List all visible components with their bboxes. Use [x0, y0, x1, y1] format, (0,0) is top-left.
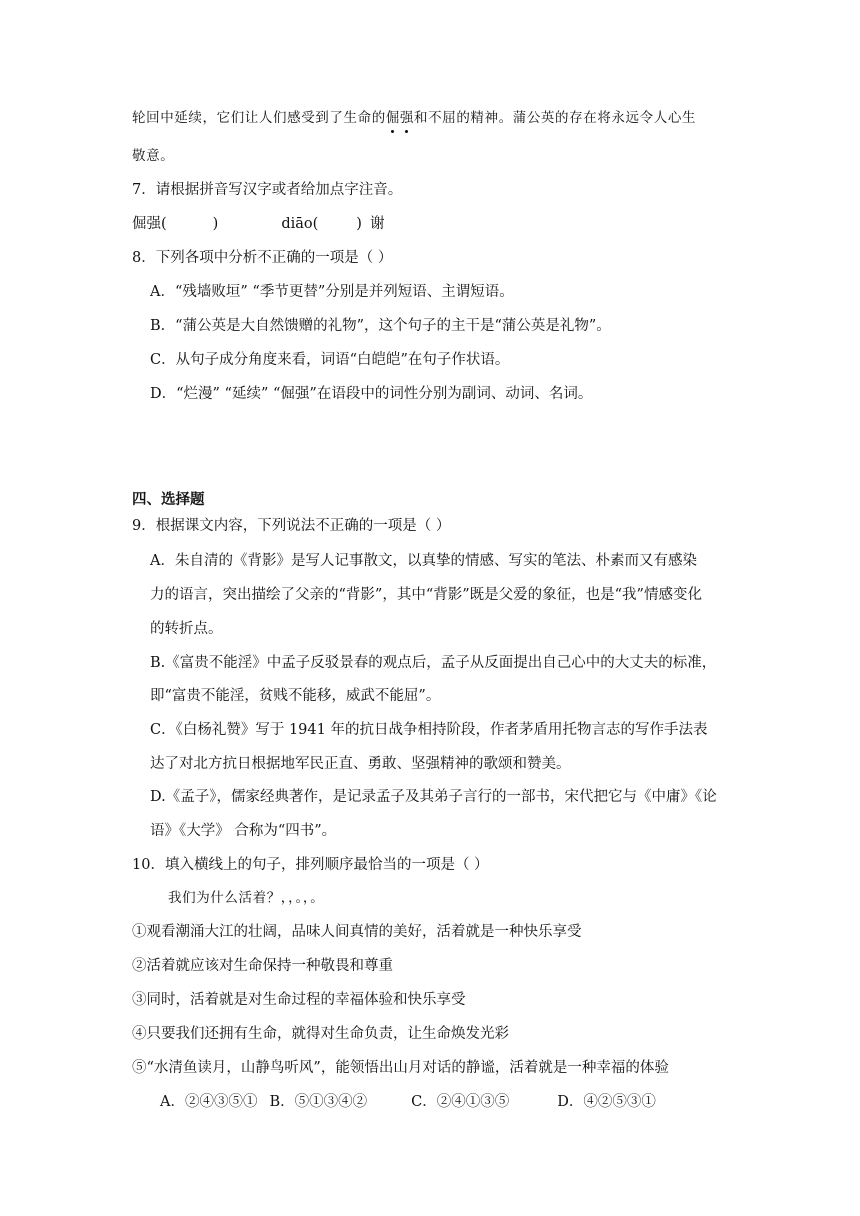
dotted-char: 倔: [385, 110, 400, 126]
q10-lead: 我们为什么活着？，，。，。: [168, 890, 325, 906]
q10-choice-b[interactable]: B．⑤①③④②: [269, 1094, 368, 1110]
question-9-stem: 9．根据课文内容，下列说法不正确的一项是（ ）: [132, 518, 451, 534]
q8-option-a[interactable]: A．“残墙败垣” “季节更替”分别是并列短语、主谓短语。: [150, 284, 514, 300]
q10-item: ①观看潮涌大江的壮阔，品味人间真情的美好，活着就是一种快乐享受: [132, 924, 582, 940]
q9-option-b-line[interactable]: B.《富贵不能淫》中孟子反驳景春的观点后，孟子从反面提出自己心中的大丈夫的标准，: [150, 655, 717, 671]
section-heading: 四、选择题: [132, 491, 205, 508]
question-7-items: [132, 214, 384, 234]
question-7-stem: 7．请根据拼音写汉字或者给加点字注音。: [132, 182, 403, 198]
q9-option-d-line: 语》《大学》 合称为“四书”。: [150, 823, 337, 839]
question-10-stem: 10．填入横线上的句子，排列顺序最恰当的一项是（ ）: [132, 857, 489, 873]
q7-item-1: 倔强(: [132, 216, 167, 232]
q8-option-c[interactable]: C．从句子成分角度来看，词语“白皑皑”在句子作状语。: [150, 352, 510, 368]
question-8-stem: 8．下列各项中分析不正确的一项是（ ）: [132, 250, 393, 266]
q9-option-d-line[interactable]: D.《孟子》，儒家经典著作，是记录孟子及其弟子言行的一部书，宋代把它与《中庸》《论: [150, 789, 717, 805]
q10-choice-a[interactable]: A．②④③⑤①: [160, 1094, 258, 1110]
q7-item-2-suffix: 谢: [369, 216, 385, 232]
q8-option-b[interactable]: B．“蒲公英是大自然馈赠的礼物”，这个句子的主干是“蒲公英是礼物”。: [150, 318, 611, 334]
q9-option-a-line[interactable]: A．朱自清的《背影》是写人记事散文，以真挚的情感、写实的笔法、朴素而又有感染: [150, 553, 697, 569]
passage-text: 和不屈的精神。蒲公英的存在将永远令人心生: [414, 110, 697, 126]
q10-item: ②活着就应该对生命保持一种敬畏和尊重: [132, 958, 393, 974]
passage-line-1: [132, 108, 696, 128]
passage-line-2: 敬意。: [132, 148, 175, 164]
q10-item: ⑤“水清鱼读月，山静鸟听风”，能领悟出山月对话的静谧，活着就是一种幸福的体验: [132, 1060, 669, 1076]
q9-option-c-line[interactable]: C．《白杨礼赞》写于 1941 年的抗日战争相持阶段，作者茅盾用托物言志的写作手法表: [150, 722, 708, 738]
q9-option-a-line: 的转折点。: [150, 621, 223, 637]
q9-option-b-line: 即“富贵不能淫，贫贱不能移，威武不能屈”。: [150, 688, 441, 704]
q10-choices: [160, 1092, 656, 1112]
q7-item-2: diāo(: [281, 216, 319, 232]
q7-item-1-close: ): [212, 216, 219, 232]
q10-item: ③同时，活着就是对生命过程的幸福体验和快乐享受: [132, 992, 466, 1008]
q10-choice-d[interactable]: D．④②⑤③①: [557, 1094, 656, 1110]
q9-option-c-line: 达了对北方抗日根据地军民正直、勇敢、坚强精神的歌颂和赞美。: [150, 756, 571, 772]
passage-text: 轮回中延续，它们让人们感受到了生命的: [132, 110, 386, 126]
q7-item-2-close: ): [356, 216, 362, 232]
q8-option-d[interactable]: D．“烂漫” “延续” “倔强”在语段中的词性分别为副词、动词、名词。: [150, 386, 593, 402]
q10-item: ④只要我们还拥有生命，就得对生命负责，让生命焕发光彩: [132, 1026, 509, 1042]
q9-option-a-line: 力的语言，突出描绘了父亲的“背影”，其中“背影”既是父爱的象征，也是“我”情感变化: [150, 587, 702, 603]
dotted-char: 强: [399, 110, 415, 126]
q10-choice-c[interactable]: C．②④①③⑤: [411, 1094, 510, 1110]
